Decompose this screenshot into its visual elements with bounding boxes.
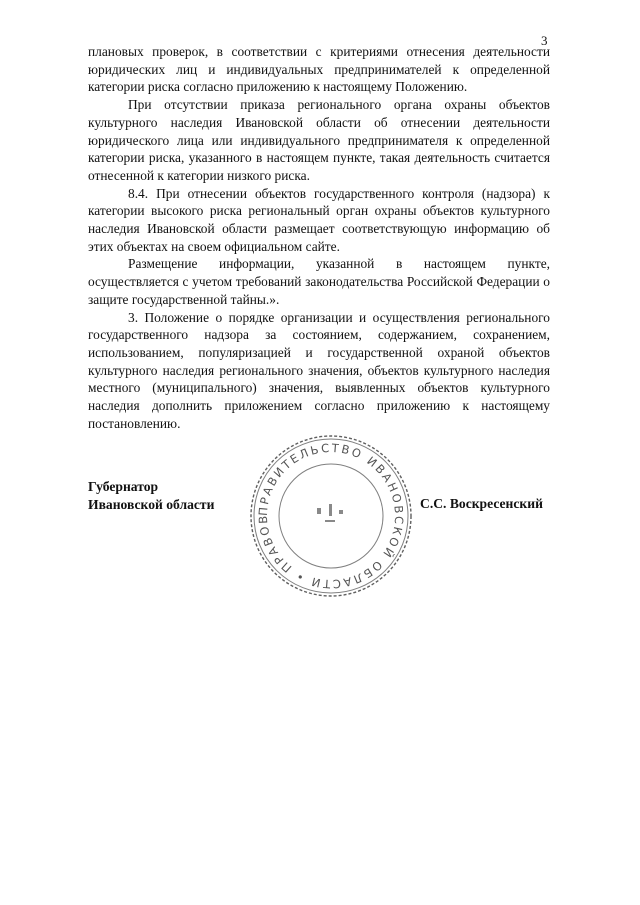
seal-center-emblem (317, 504, 343, 522)
official-seal (247, 432, 415, 600)
document-body (88, 43, 550, 432)
paragraph-no-order: При отсутствии приказа регионального органа охраны объектов культурного наследия Ивановской области об отнесении деятельности юридического лица или индивидуального предпринимателя к определенной категории риска, указанного в настоящем пункте, такая деятельность считается отнесенной к категории низкого риска. (88, 97, 550, 183)
signatory-title (88, 478, 214, 514)
signatory-name: С.С. Воскресенский (420, 496, 543, 511)
page-number: 3 (541, 33, 548, 48)
signatory-title-line2: Ивановской области (88, 497, 215, 512)
paragraph-item-3: 3. Положение о порядке организации и осуществления регионального государственного надзора за состоянием, содержанием, сохранением, использованием, популяризацией и государственной охраной объектов культурного наследия регионального значения, объектов культурного наследия местного (муниципального) значения, выявленных объектов культурного наследия дополнить приложением согласно приложению к настоящему постановлению. (88, 309, 550, 431)
paragraph-placement: Размещение информации, указанной в настоящем пункте, осуществляется с учетом требований законодательства Российской Федерации о защите государственной тайны.». (88, 256, 550, 307)
paragraph-8-4: 8.4. При отнесении объектов государственного контроля (надзора) к категории высокого риска региональный орган охраны объектов культурного наследия Ивановской области размещает соответствующую информацию об этих объектах на своем официальном сайте. (88, 185, 550, 254)
seal-ring-text: ПРАВИТЕЛЬСТВО ИВАНОВСКОЙ ОБЛАСТИ • ПРАВОВ (255, 440, 407, 592)
signatory-title-line1: Губернатор (88, 479, 159, 494)
paragraph-continuation: плановых проверок, в соответствии с критериями отнесения деятельности юридических лиц и индивидуальных предпринимателей к определенной категории риска согласно приложению к настоящему Положению. (88, 44, 550, 95)
